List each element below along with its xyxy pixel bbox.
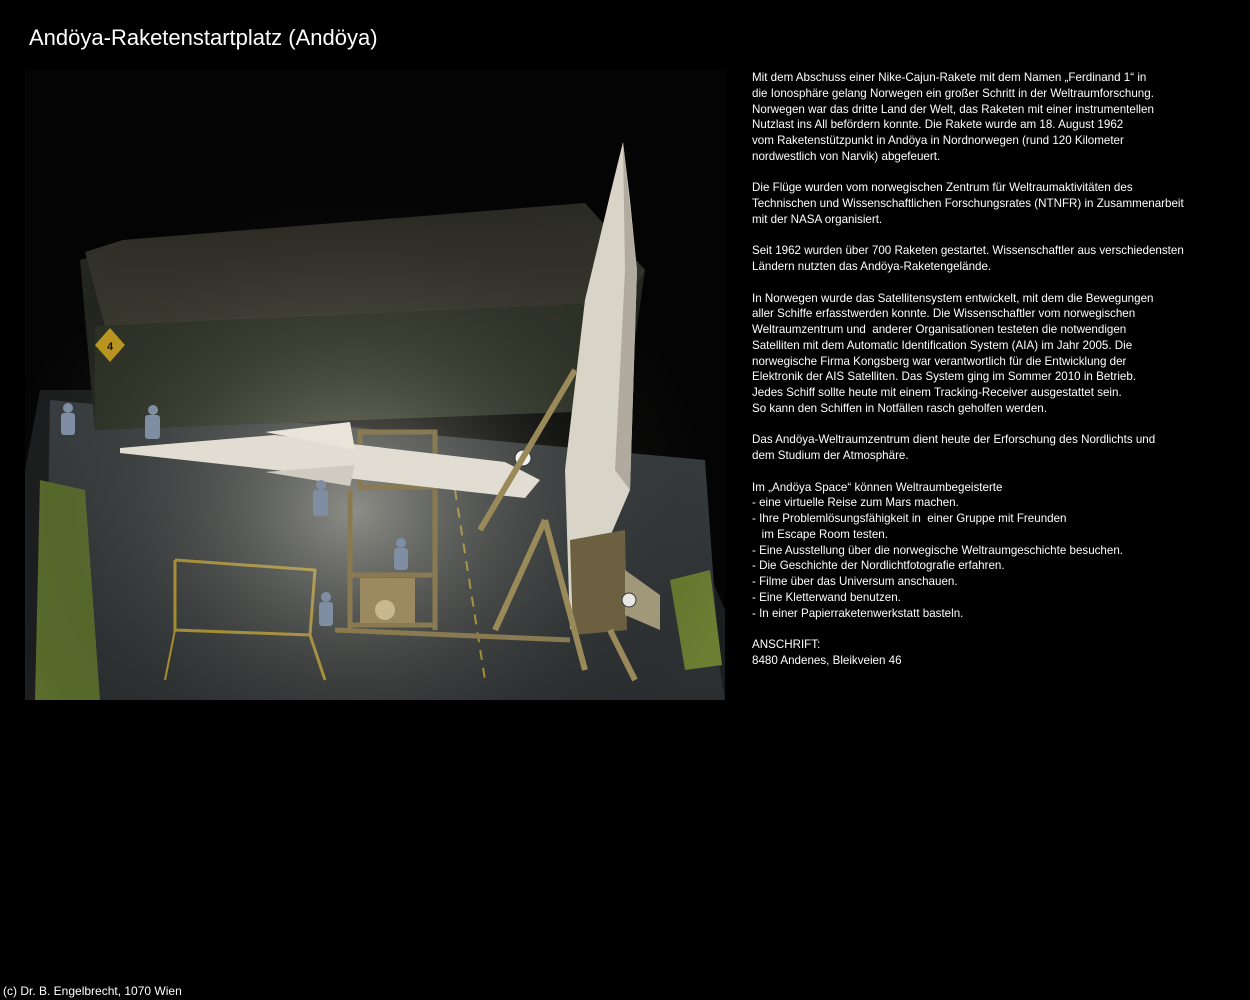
paragraph-launches: Seit 1962 wurden über 700 Raketen gestartet. Wissenschaftler aus verschiedensten Ländern nutzten das Andöya-Raketengelände. xyxy=(752,244,1184,273)
page-title: Andöya-Raketenstartplatz (Andöya) xyxy=(29,25,378,50)
paragraph-activities: Im „Andöya Space“ können Weltraumbegeisterte - eine virtuelle Reise zum Mars machen. - Ihre Problemlösungsfähigkeit in einer Gruppe mit Freunden im Escape Room testen. - Eine Ausstellung über die norwegische Weltraumgeschichte besuchen. - Die Geschichte der Nordlichtfotografie erfahren. - Filme über das Universum anschauen. - Eine Kletterwand benutzen. - In einer Papierraketenwerkstatt basteln. xyxy=(752,480,1123,620)
paragraph-organisation: Die Flüge wurden vom norwegischen Zentrum für Weltraumaktivitäten des Technischen und Wissenschaftlichen Forschungsrates (NTNFR) in Zusammenarbeit mit der NASA organisiert. xyxy=(752,181,1184,226)
rocket-model-photo xyxy=(25,70,725,700)
paragraph-today: Das Andöya-Weltraumzentrum dient heute der Erforschung des Nordlichts und dem Studium der Atmosphäre. xyxy=(752,433,1156,462)
description-text xyxy=(752,70,1222,684)
paragraph-satellites: In Norwegen wurde das Satellitensystem entwickelt, mit dem die Bewegungen aller Schiffe erfasstwerden konnte. Die Wissenschaftler vom norwegischen Weltraumzentrum und anderer Organisationen testeten die notwendigen Satelliten mit dem Automatic Identification System (AIA) im Jahr 2005. Die norwegische Firma Kongsberg war verantwortlich für die Entwicklung der Elektronik der AIS Satelliten. Das System ging im Sommer 2010 in Betrieb. Jedes Schiff sollte heute mit einem Tracking-Receiver ausgestattet sein. So kann den Schiffen in Notfällen rasch geholfen werden. xyxy=(752,291,1154,415)
copyright-footer: (c) Dr. B. Engelbrecht, 1070 Wien xyxy=(3,984,182,998)
paragraph-address: ANSCHRIFT: 8480 Andenes, Bleikveien 46 xyxy=(752,638,902,667)
paragraph-history: Mit dem Abschuss einer Nike-Cajun-Rakete mit dem Namen „Ferdinand 1“ in die Ionosphäre gelang Norwegen ein großer Schritt in der Weltraumforschung. Norwegen war das dritte Land der Welt, das Raketen mit einer instrumentellen Nutzlast ins All befördern konnte. Die Rakete wurde am 18. August 1962 vom Raketenstützpunkt in Andöya in Nordnorwegen (rund 120 Kilometer nordwestlich von Narvik) abgefeuert. xyxy=(752,71,1154,163)
